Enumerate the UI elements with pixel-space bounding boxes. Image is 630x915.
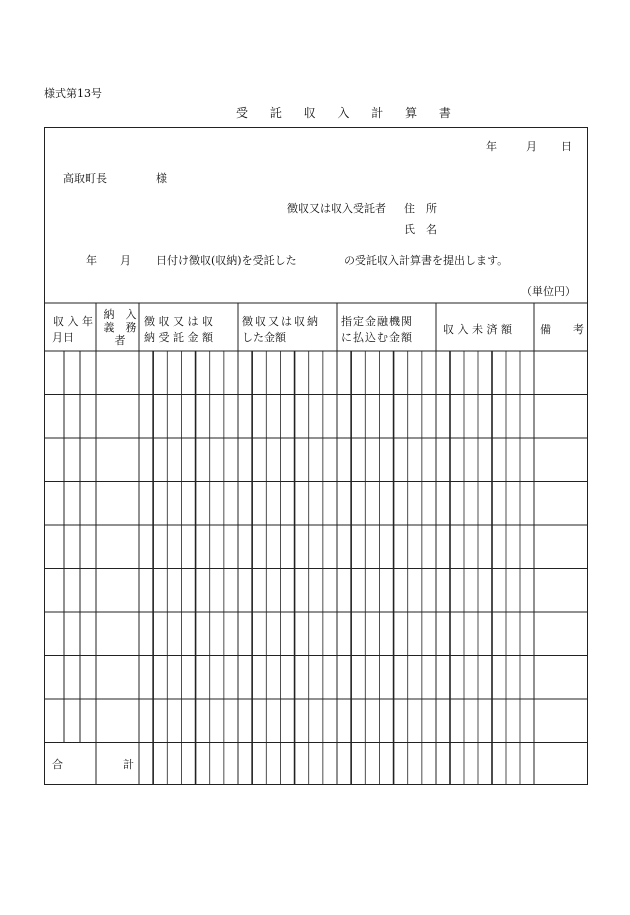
header-bank-line2: に払込む金額 (341, 331, 413, 344)
header-bank-line1: 指定金融機関 (341, 315, 413, 328)
form-frame (44, 127, 588, 785)
form-number: 様式第13号 (44, 87, 102, 100)
statement-month: 月 (120, 254, 131, 267)
date-month-label: 月 (526, 140, 537, 153)
addressee-name: 高取町長 (63, 172, 107, 185)
header-uncollected: 収 入 未 済 額 (443, 323, 512, 336)
header-remarks: 備 考 (540, 323, 584, 336)
header-receipt-date-line1: 収 入 年 (53, 315, 93, 328)
header-collected-line1: 徴収又は収納 (242, 315, 320, 328)
statement-text-2: の受託収入計算書を提出します。 (344, 254, 509, 267)
header-payer-line2: 義 務 (103, 321, 137, 334)
address-label: 住 所 (404, 202, 437, 215)
total-label-right: 計 (123, 758, 134, 771)
header-receipt-date-line2: 月日 (52, 331, 74, 344)
document-title: 受 託 収 入 計 算 書 (236, 106, 460, 120)
header-entrusted-line2: 納 受 託 金 額 (144, 331, 213, 344)
header-payer-line3: 者 (114, 334, 126, 347)
addressee-honorific: 様 (156, 172, 167, 185)
header-collected-line2: した金額 (242, 331, 286, 344)
unit-label: （単位円） (521, 285, 576, 298)
header-entrusted-line1: 徴 収 又 は 収 (144, 315, 213, 328)
header-payer (100, 308, 140, 347)
date-year-label: 年 (486, 140, 497, 153)
header-payer-line1: 納 入 (103, 308, 137, 321)
total-label-left: 合 (52, 758, 63, 771)
header-entrusted-amount (144, 314, 238, 346)
header-bank-payment (341, 314, 435, 346)
statement-text-1: 日付け徴収(収納)を受託した (156, 254, 297, 267)
submitter-role: 徴収又は収入受託者 (287, 202, 386, 215)
statement-year: 年 (86, 254, 97, 267)
header-collected-amount (242, 314, 336, 346)
date-day-label: 日 (561, 140, 572, 153)
header-receipt-date (50, 314, 96, 346)
name-label: 氏 名 (404, 223, 437, 236)
